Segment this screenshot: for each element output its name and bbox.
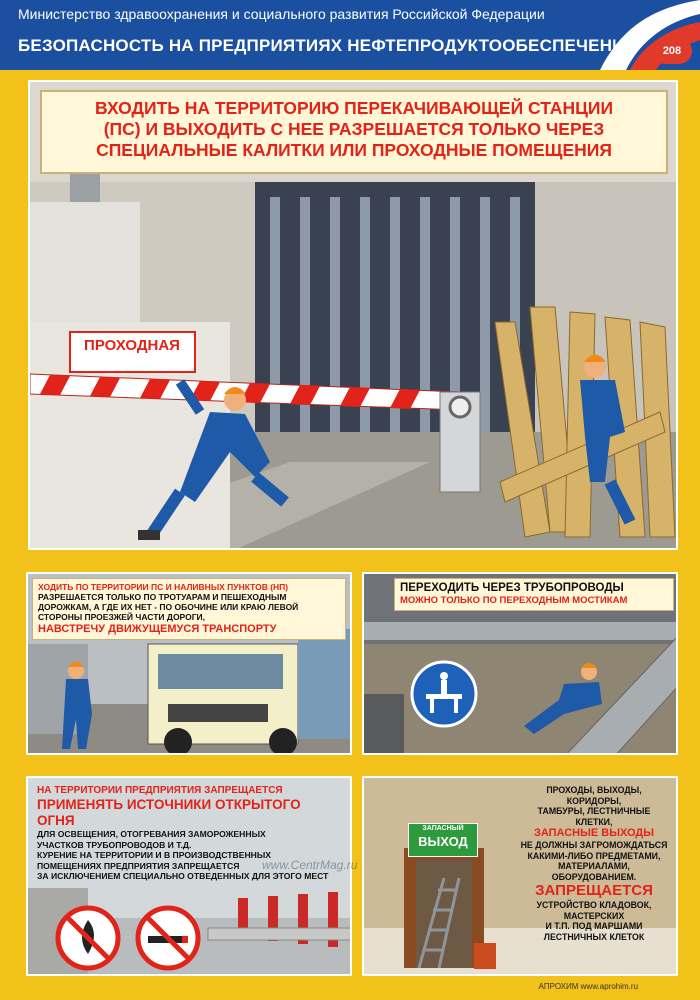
exits-text: ТАМБУРЫ, ЛЕСТНИЧНЫЕ КЛЕТКИ, [537, 806, 651, 827]
open-fire-text: ЗА ИСКЛЮЧЕНИЕМ СПЕЦИАЛЬНО ОТВЕДЕННЫХ ДЛЯ ЭТОГО МЕСТ [37, 871, 329, 881]
main-illustration-panel [28, 80, 678, 550]
walking-rules-panel [26, 572, 352, 755]
exit-sign-line: ЗАПАСНЫЙ [422, 825, 464, 832]
emergency-exits-caption [514, 782, 674, 945]
poster-title: БЕЗОПАСНОСТЬ НА ПРЕДПРИЯТИЯХ НЕФТЕПРОДУКТООБЕСПЕЧЕНИЯ [18, 36, 638, 55]
open-fire-text: КУРЕНИЕ НА ТЕРРИТОРИИ И В ПРОИЗВОДСТВЕННЫХ [37, 850, 272, 860]
open-fire-panel [26, 776, 352, 976]
walking-rules-text: СТОРОНЫ ПРОЕЗЖЕЙ ЧАСТИ ДОРОГИ, [38, 612, 206, 622]
checkpoint-sign: ПРОХОДНАЯ [84, 337, 180, 354]
pipeline-crossing-rule: МОЖНО ТОЛЬКО ПО ПЕРЕХОДНЫМ МОСТИКАМ [400, 595, 628, 606]
watermark: www.CentrMag.ru [262, 858, 358, 872]
walking-rules-heading: ХОДИТЬ ПО ТЕРРИТОРИИ ПС И НАЛИВНЫХ ПУНКТОВ (НП) [38, 582, 289, 592]
no-smoking-icon [138, 908, 198, 968]
exit-sign-line: ВЫХОД [418, 834, 468, 849]
exits-text: КАКИМИ-ЛИБО ПРЕДМЕТАМИ, [527, 850, 661, 861]
exits-highlight: ЗАПАСНЫЕ ВЫХОДЫ [533, 827, 655, 839]
pipeline-crossing-heading: ПЕРЕХОДИТЬ ЧЕРЕЗ ТРУБОПРОВОДЫ [400, 582, 624, 594]
open-fire-rule: ПРИМЕНЯТЬ ИСТОЧНИКИ ОТКРЫТОГО ОГНЯ [37, 797, 301, 828]
exits-text: УСТРОЙСТВО КЛАДОВОК, МАСТЕРСКИХ [536, 900, 652, 921]
main-rule-caption [40, 90, 668, 174]
walking-rules-highlight: НАВСТРЕЧУ ДВИЖУЩЕМУСЯ ТРАНСПОРТУ [38, 623, 277, 635]
no-open-flame-icon [58, 908, 118, 968]
open-fire-text: ПОМЕЩЕНИЯХ ПРЕДПРИЯТИЯ ЗАПРЕЩАЕТСЯ [37, 860, 240, 871]
emergency-exits-panel [362, 776, 678, 976]
walking-rules-caption [32, 578, 346, 640]
open-fire-heading: НА ТЕРРИТОРИИ ПРЕДПРИЯТИЯ ЗАПРЕЩАЕТСЯ [37, 785, 283, 796]
main-caption-line: ВХОДИТЬ НА ТЕРРИТОРИЮ ПЕРЕКАЧИВАЮЩЕЙ СТАНЦИИ [94, 98, 614, 118]
pipeline-crossing-caption [394, 578, 674, 611]
main-caption-line: СПЕЦИАЛЬНЫЕ КАЛИТКИ ИЛИ ПРОХОДНЫЕ ПОМЕЩЕНИЯ [96, 140, 612, 160]
exits-prohibited: ЗАПРЕЩАЕТСЯ [535, 882, 653, 899]
open-fire-text: УЧАСТКОВ ТРУБОПРОВОДОВ И Т.Д. [37, 839, 192, 850]
exits-text: И Т.П. ПОД МАРШАМИ ЛЕСТНИЧНЫХ КЛЕТОК [543, 921, 645, 942]
exits-text: НЕ ДОЛЖНЫ ЗАГРОМОЖДАТЬСЯ [520, 840, 668, 850]
main-caption-line: (ПС) И ВЫХОДИТЬ С НЕЕ РАЗРЕШАЕТСЯ ТОЛЬКО ЧЕРЕЗ [103, 119, 605, 139]
page-number-badge: 208 [652, 38, 692, 64]
pipeline-crossing-panel [362, 572, 678, 755]
walking-rules-text: ДОРОЖКАМ, А ГДЕ ИХ НЕТ - ПО ОБОЧИНЕ ИЛИ КРАЮ ЛЕВОЙ [38, 602, 299, 612]
ministry-name: Министерство здравоохранения и социального развития Российской Федерации [18, 6, 545, 22]
open-fire-text: ДЛЯ ОСВЕЩЕНИЯ, ОТОГРЕВАНИЯ ЗАМОРОЖЕННЫХ [37, 829, 266, 839]
exits-text: МАТЕРИАЛАМИ, ОБОРУДОВАНИЕМ. [551, 861, 637, 882]
walking-rules-text: РАЗРЕШАЕТСЯ ТОЛЬКО ПО ТРОТУАРАМ И ПЕШЕХОДНЫМ [38, 592, 287, 602]
exits-text: ПРОХОДЫ, ВЫХОДЫ, КОРИДОРЫ, [546, 785, 642, 806]
poster-header [0, 0, 700, 70]
emergency-exit-sign [408, 823, 478, 857]
publisher-footer: АПРОХИМ www.aprohim.ru [538, 982, 638, 991]
